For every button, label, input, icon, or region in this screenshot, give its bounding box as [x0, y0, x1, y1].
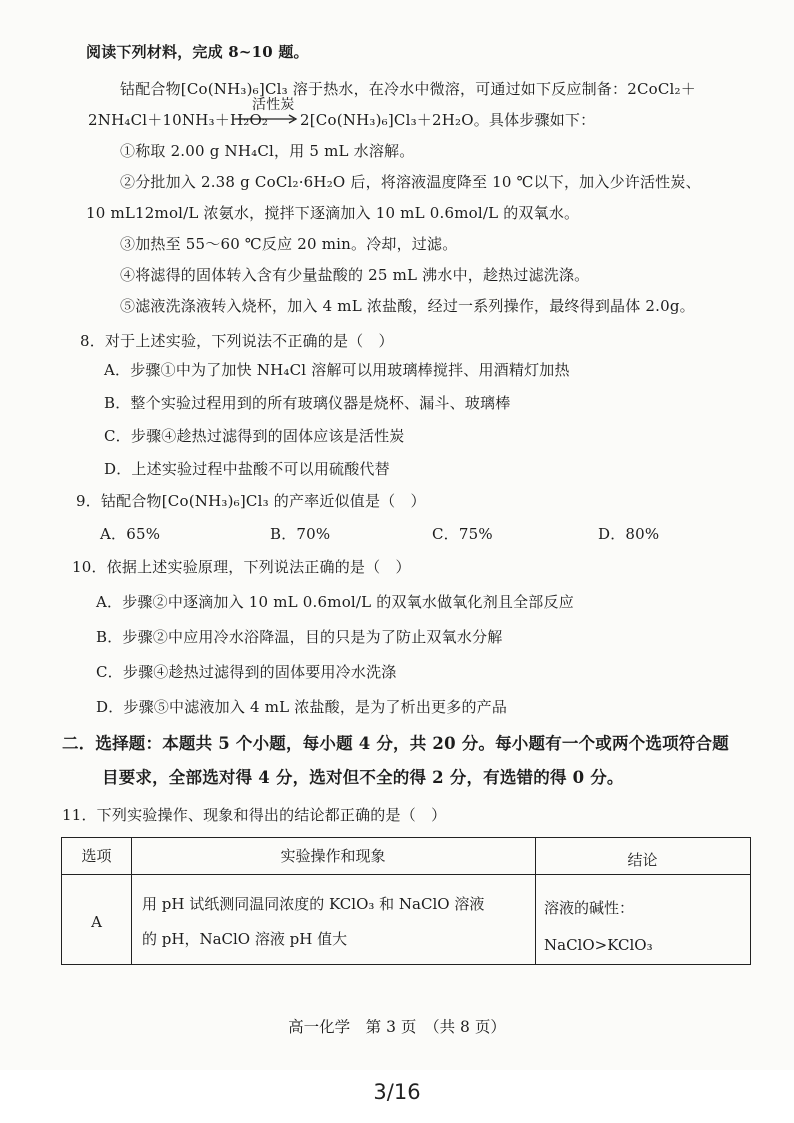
step-4: ④将滤得的固体转入含有少量盐酸的 25 mL 沸水中，趁热过滤洗涤。: [120, 266, 590, 284]
question-8-option-d: D．上述实验过程中盐酸不可以用硫酸代替: [104, 460, 390, 478]
table-header-option: 选项: [81, 847, 112, 865]
question-10-option-d: D．步骤⑤中滤液加入 4 mL 浓盐酸，是为了析出更多的产品: [96, 698, 508, 716]
table-row-operation-line-1: 用 pH 试纸测同温同浓度的 KClO₃ 和 NaClO 溶液: [142, 895, 485, 913]
step-3: ③加热至 55～60 ℃反应 20 min。冷却，过滤。: [120, 235, 458, 253]
passage-line-2-left: 2NH₄Cl＋10NH₃＋H₂O₂: [88, 111, 269, 129]
step-1: ①称取 2.00 g NH₄Cl，用 5 mL 水溶解。: [120, 142, 415, 160]
table-header-operation: 实验操作和现象: [280, 847, 386, 865]
question-9-option-d: D．80%: [598, 525, 660, 543]
question-11-table: [61, 837, 751, 965]
question-8-option-b: B．整个实验过程用到的所有玻璃仪器是烧杯、漏斗、玻璃棒: [104, 394, 511, 412]
page-footer: 高一化学 第 3 页 （共 8 页）: [288, 1018, 506, 1036]
question-8-option-a: A．步骤①中为了加快 NH₄Cl 溶解可以用玻璃棒搅拌、用酒精灯加热: [104, 361, 570, 379]
catalyst-label: 活性炭: [252, 97, 295, 113]
passage-line-1: 钴配合物[Co(NH₃)₆]Cl₃ 溶于热水，在冷水中微溶，可通过如下反应制备：2CoCl₂＋: [120, 80, 696, 98]
question-9-option-c: C．75%: [432, 525, 493, 543]
question-8-option-c: C．步骤④趁热过滤得到的固体应该是活性炭: [104, 427, 405, 445]
table-row-conclusion-line-1: 溶液的碱性：: [544, 899, 635, 917]
table-row-conclusion-line-2: NaClO>KClO₃: [544, 936, 653, 954]
question-9-option-b: B．70%: [270, 525, 331, 543]
question-10-option-a: A．步骤②中逐滴加入 10 mL 0.6mol/L 的双氧水做氧化剂且全部反应: [96, 593, 574, 611]
page-indicator: 3/16: [373, 1080, 421, 1104]
step-2-line-2: 10 mL12mol/L 浓氨水，搅拌下逐滴加入 10 mL 0.6mol/L 的双氧水。: [86, 204, 580, 222]
question-8-stem: 8．对于上述实验，下列说法不正确的是（ ）: [80, 332, 394, 350]
table-header-divider: [62, 874, 750, 875]
question-11-stem: 11．下列实验操作、现象和得出的结论都正确的是（ ）: [62, 806, 447, 824]
question-9-option-a: A．65%: [100, 525, 161, 543]
step-5: ⑤滤液洗涤液转入烧杯，加入 4 mL 浓盐酸，经过一系列操作，最终得到晶体 2.0g。: [120, 297, 695, 315]
passage-line-2-right: 2[Co(NH₃)₆]Cl₃＋2H₂O。具体步骤如下：: [300, 111, 596, 129]
question-10-stem: 10．依据上述实验原理，下列说法正确的是（ ）: [72, 558, 411, 576]
table-row-operation-line-2: 的 pH，NaClO 溶液 pH 值大: [142, 930, 348, 948]
step-2-line-1: ②分批加入 2.38 g CoCl₂·6H₂O 后，将溶液温度降至 10 ℃以下，加入少许活性炭、: [120, 173, 701, 191]
question-10-option-c: C．步骤④趁热过滤得到的固体要用冷水洗涤: [96, 663, 397, 681]
question-9-stem: 9．钴配合物[Co(NH₃)₆]Cl₃ 的产率近似值是（ ）: [76, 492, 426, 510]
table-header-conclusion: 结论: [627, 851, 658, 869]
question-10-option-b: B．步骤②中应用冷水浴降温，目的只是为了防止双氧水分解: [96, 628, 503, 646]
table-row-option: A: [91, 913, 102, 931]
intro-heading: 阅读下列材料，完成 8~10 题。: [86, 43, 309, 61]
section-2-heading-line-1: 二．选择题：本题共 5 个小题，每小题 4 分，共 20 分。每小题有一个或两个选项符合题: [62, 734, 729, 753]
section-2-heading-line-2: 目要求，全部选对得 4 分，选对但不全的得 2 分，有选错的得 0 分。: [102, 768, 624, 787]
